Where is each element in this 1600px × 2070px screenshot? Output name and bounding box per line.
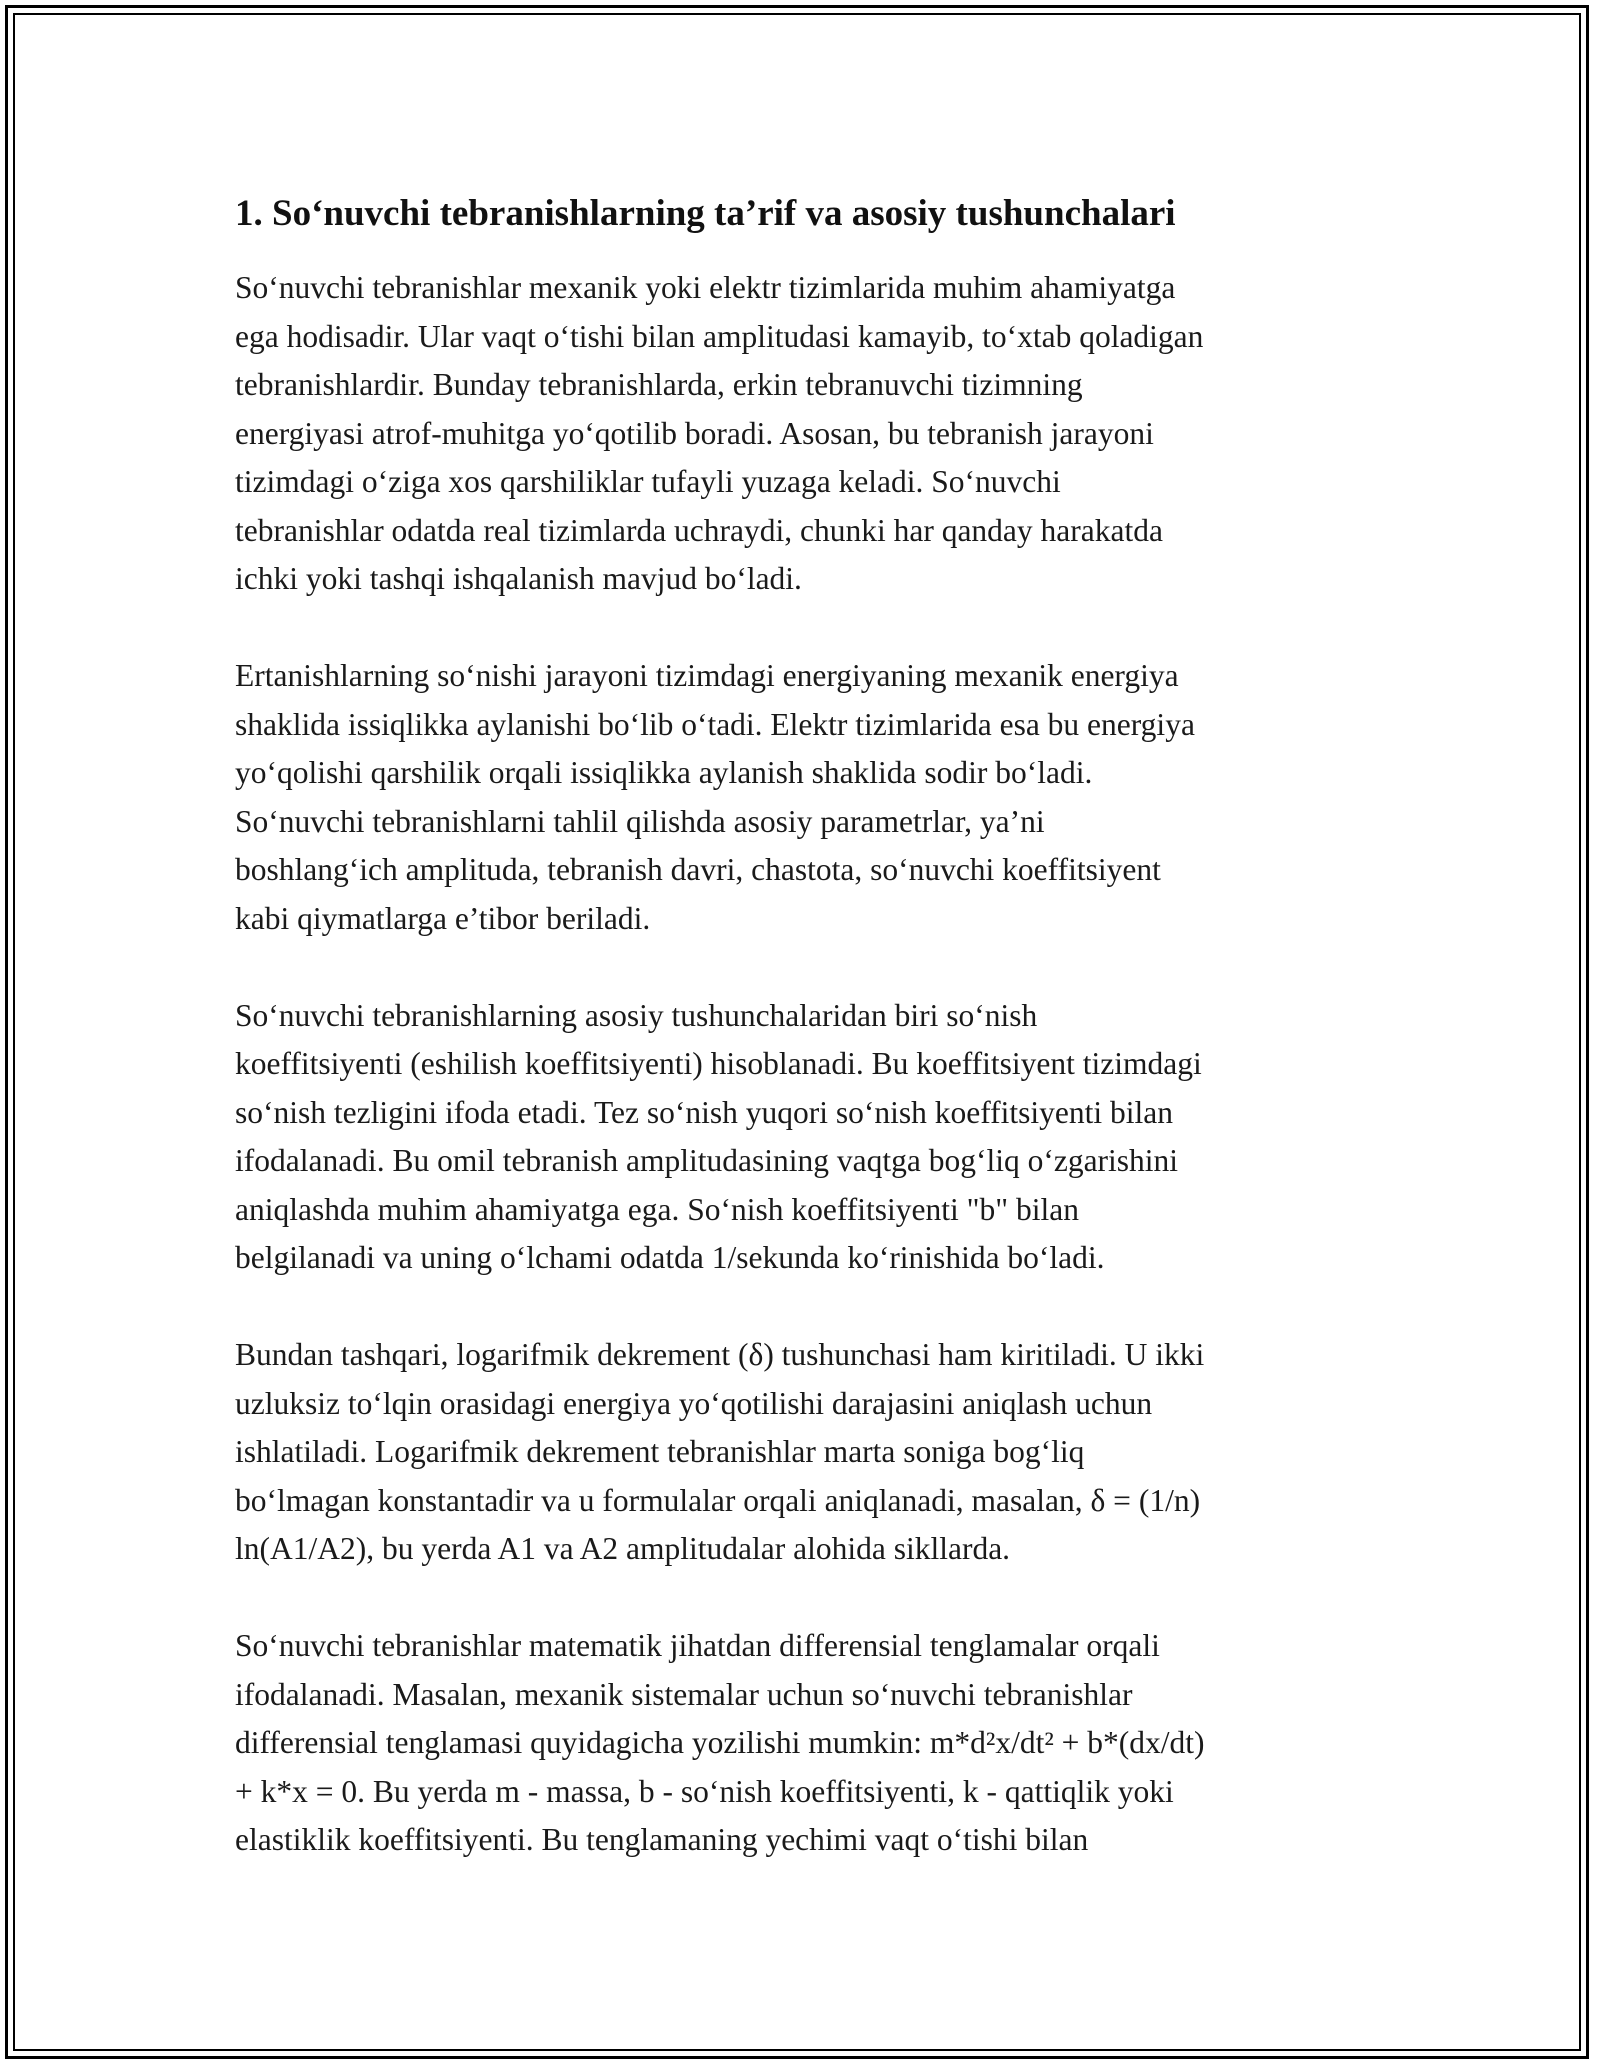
paragraph-line: Bundan tashqari, logarifmik dekrement (δ) tushunchasi ham kiritiladi. U ikki xyxy=(235,1337,1205,1372)
paragraph-3 xyxy=(235,992,1375,1283)
paragraph-line: belgilanadi va uning o‘lchami odatda 1/sekunda ko‘rinishida bo‘ladi. xyxy=(235,1240,1105,1275)
paragraph-line: ifodalanadi. Bu omil tebranish amplitudasining vaqtga bog‘liq o‘zgarishini xyxy=(235,1143,1179,1178)
paragraph-line: differensial tenglamasi quyidagicha yozilishi mumkin: m*d²x/dt² + b*(dx/dt) xyxy=(235,1725,1205,1760)
paragraph-1 xyxy=(235,264,1375,604)
paragraph-spacer xyxy=(235,1283,1375,1332)
paragraph-line: koeffitsiyenti (eshilish koeffitsiyenti) hisoblanadi. Bu koeffitsiyent tizimdagi xyxy=(235,1046,1202,1081)
paragraph-line: kabi qiymatlarga e’tibor beriladi. xyxy=(235,900,651,936)
paragraph-5 xyxy=(235,1622,1375,1865)
paragraph-2 xyxy=(235,652,1375,943)
paragraph-line: So‘nuvchi tebranishlarni tahlil qilishda asosiy parametrlar, ya’ni xyxy=(235,803,1045,839)
paragraph-spacer xyxy=(235,604,1375,653)
paragraph-line: Ertanishlarning so‘nishi jarayoni tizimdagi energiyaning mexanik energiya xyxy=(235,658,1179,693)
paragraph-line: shaklida issiqlikka aylanishi bo‘lib o‘tadi. Elektr tizimlarida esa bu energiya xyxy=(235,706,1195,742)
paragraph-line: aniqlashda muhim ahamiyatga ega. So‘nish koeffitsiyenti "b" bilan xyxy=(235,1191,1079,1227)
paragraph-line: ega hodisadir. Ular vaqt o‘tishi bilan amplitudasi kamayib, to‘xtab qoladigan xyxy=(235,318,1204,354)
paragraph-line: boshlang‘ich amplituda, tebranish davri, chastota, so‘nuvchi koeffitsiyent xyxy=(235,852,1161,887)
paragraph-line: elastiklik koeffitsiyenti. Bu tenglamaning yechimi vaqt o‘tishi bilan xyxy=(235,1822,1089,1857)
paragraph-line: So‘nuvchi tebranishlarning asosiy tushunchalaridan biri so‘nish xyxy=(235,997,1038,1033)
paragraph-line: So‘nuvchi tebranishlar matematik jihatdan differensial tenglamalar orqali xyxy=(235,1628,1160,1663)
paragraph-4 xyxy=(235,1331,1375,1574)
paragraph-line: yo‘qolishi qarshilik orqali issiqlikka aylanish shaklida sodir bo‘ladi. xyxy=(235,755,1093,790)
document-body xyxy=(235,186,1375,1865)
paragraph-line: tebranishlardir. Bunday tebranishlarda, erkin tebranuvchi tizimning xyxy=(235,367,1083,402)
paragraph-line: bo‘lmagan konstantadir va u formulalar orqali aniqlanadi, masalan, δ = (1/n) xyxy=(235,1482,1201,1518)
paragraph-line: tebranishlar odatda real tizimlarda uchraydi, chunki har qanday harakatda xyxy=(235,512,1163,548)
paragraph-line: energiyasi atrof-muhitga yo‘qotilib boradi. Asosan, bu tebranish jarayoni xyxy=(235,415,1154,451)
paragraph-line: ichki yoki tashqi ishqalanish mavjud bo‘ladi. xyxy=(235,561,802,596)
paragraph-line: tizimdagi o‘ziga xos qarshiliklar tufayli yuzaga keladi. So‘nuvchi xyxy=(235,464,1061,499)
section-heading: 1. So‘nuvchi tebranishlarning ta’rif va asosiy tushunchalari xyxy=(235,193,1176,234)
paragraph-line: ishlatiladi. Logarifmik dekrement tebranishlar marta soniga bog‘liq xyxy=(235,1434,1085,1469)
paragraph-line: ln(A1/A2), bu yerda A1 va A2 amplitudalar alohida sikllarda. xyxy=(235,1531,1011,1566)
paragraph-line: uzluksiz to‘lqin orasidagi energiya yo‘qotilishi darajasini aniqlash uchun xyxy=(235,1385,1153,1421)
paragraph-line: so‘nish tezligini ifoda etadi. Tez so‘nish yuqori so‘nish koeffitsiyenti bilan xyxy=(235,1094,1173,1130)
paragraph-spacer xyxy=(235,1574,1375,1623)
paragraph-spacer xyxy=(235,943,1375,992)
paragraph-line: So‘nuvchi tebranishlar mexanik yoki elektr tizimlarida muhim ahamiyatga xyxy=(235,270,1176,305)
paragraph-line: ifodalanadi. Masalan, mexanik sistemalar uchun so‘nuvchi tebranishlar xyxy=(235,1676,1133,1712)
paragraph-line: + k*x = 0. Bu yerda m - massa, b - so‘nish koeffitsiyenti, k - qattiqlik yoki xyxy=(235,1773,1174,1809)
